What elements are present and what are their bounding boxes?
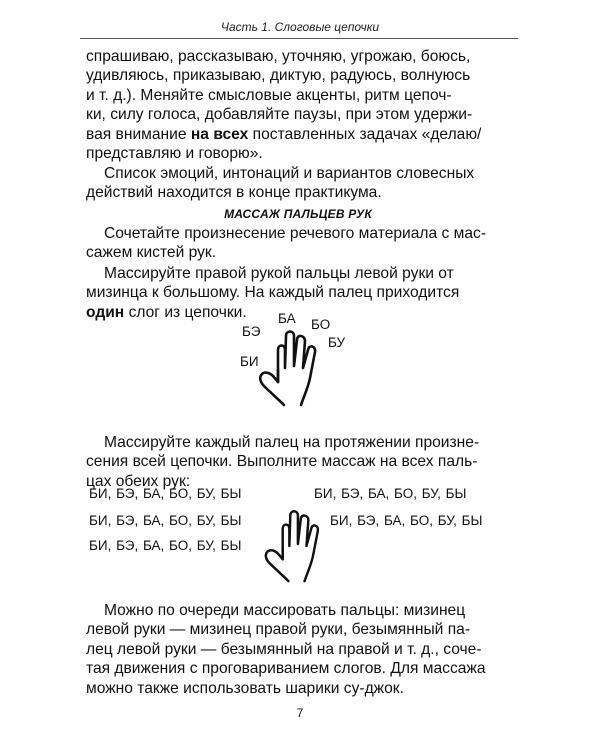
text-line: ки, силу голоса, добавляйте паузы, при этом удержи- [86,106,473,124]
syllable-ba: БА [278,311,296,326]
text-line: Массируйте каждый палец на протяжении произне- [104,434,480,451]
text-run: вая внимание [86,125,191,143]
chain-left-2: БИ, БЭ, БА, БО, БУ, БЫ [89,513,242,528]
intro-paragraph-2 [86,164,510,203]
syllable-be: БЭ [242,324,261,339]
text-line: мизинца к большому. На каждый палец приходится [86,284,460,302]
closing-paragraph [86,601,510,698]
text-line: Сочетайте произнесение речевого материала с мас- [104,225,487,242]
text-line: можно также использовать шарики су-джок. [86,679,404,697]
text-run: поставленных задачах «делаю/ [248,125,482,143]
hand-icon [258,500,334,590]
text-line: спрашиваю, рассказываю, уточняю, угрожаю, боюсь, [86,48,471,65]
text-line: лец левой руки — безымянный на правой и т. д., сочe- [86,640,482,658]
bold-emphasis: один [86,303,125,321]
running-head: Часть 1. Слоговые цепочки [220,20,380,34]
chain-left-1: БИ, БЭ, БА, БО, БУ, БЫ [89,486,242,501]
text-line [86,125,510,144]
text-line: тая движения с проговариванием слогов. Для массажа [86,660,486,678]
text-line [86,303,510,322]
text-line: цах обеих рук: [86,472,191,490]
chain-right-1: БИ, БЭ, БА, БО, БУ, БЫ [314,486,467,501]
syllable-bi: БИ [240,354,259,369]
text-line: действий находится в конце практикума. [86,184,382,202]
text-line: и т. д.). Меняйте смысловые акценты, ритм цепоч- [86,86,452,104]
intro-paragraph-1 [86,47,510,163]
text-run: слог из цепочки. [124,303,247,321]
chain-right-2: БИ, БЭ, БА, БО, БУ, БЫ [330,513,483,528]
section-paragraph-2 [86,264,510,322]
text-line: Можно по очереди массировать пальцы: мизинец [104,602,466,619]
page-number: 7 [296,706,304,720]
middle-paragraph [86,433,510,491]
syllable-bu: БУ [328,335,346,350]
text-line: удивляюсь, приказываю, диктую, радуюсь, волнуюсь [86,67,471,85]
text-line: сажем кистей рук. [86,244,217,262]
text-line: сения всей цепочки. Выполните массаж на всех паль- [86,453,478,471]
chain-left-3: БИ, БЭ, БА, БО, БУ, БЫ [89,538,242,553]
text-line: левой руки — мизинец правой руки, безымянный па- [86,621,471,639]
section-paragraph-1 [86,224,510,263]
header-rule [80,38,518,39]
bold-emphasis: на всех [190,125,249,143]
syllable-bo: БО [311,317,331,332]
section-title: МАССАЖ ПАЛЬЦЕВ РУК [224,207,372,221]
hand-icon [252,322,332,412]
text-line: Массируйте правой рукой пальцы левой руки от [104,265,454,282]
text-line: Список эмоций, интонаций и вариантов словесных [104,165,475,182]
text-line: представляю и говорю». [86,145,263,163]
